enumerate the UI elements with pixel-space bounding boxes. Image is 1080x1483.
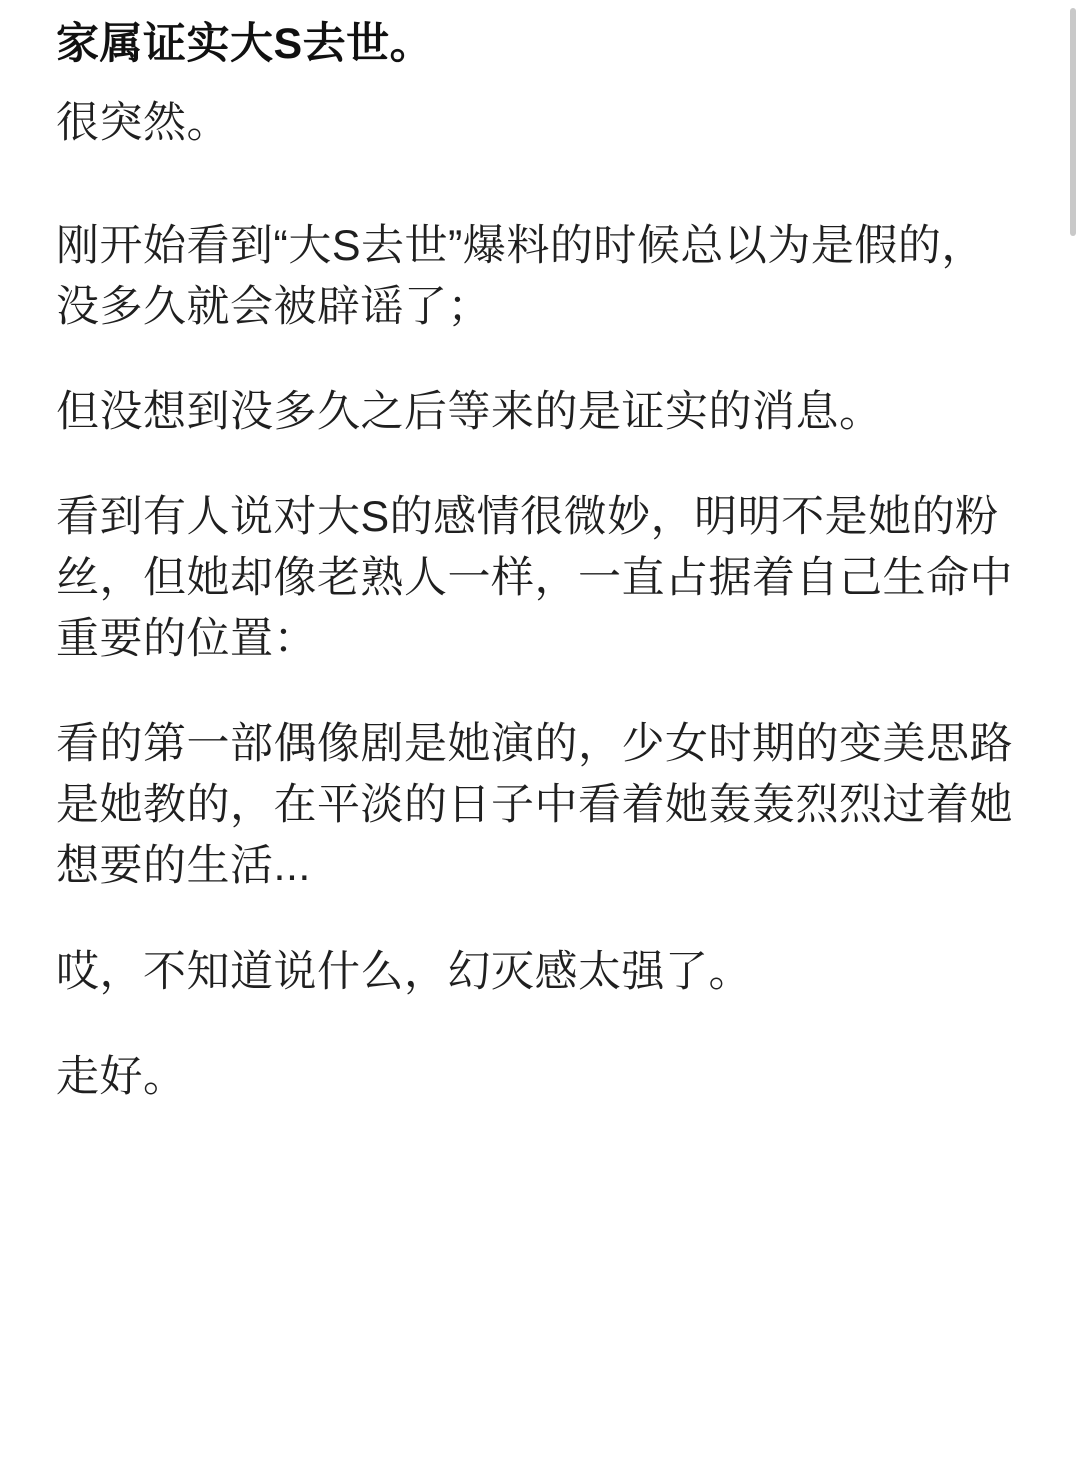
article-paragraph-2: 但没想到没多久之后等来的是证实的消息。 [56,388,883,437]
article-lead-paragraph: 很突然。 [56,99,230,148]
article-paragraph-5: 哎，不知道说什么，幻灭感太强了。 [56,947,752,996]
article-paragraph-6: 走好。 [56,1052,187,1101]
page-title: 家属证实大S去世。 [56,20,434,68]
article-paragraph-1: 刚开始看到“大S去世”爆料的时候总以为是假的，没多久就会被辟谣了； [56,222,985,332]
article-paragraph-4: 看的第一部偶像剧是她演的，少女时期的变美思路是她教的，在平淡的日子中看着她轰轰烈烈过着她想要的生活... [56,720,1013,891]
article-paragraph-3: 看到有人说对大S的感情很微妙，明明不是她的粉丝，但她却像老熟人一样，一直占据着自己生命中重要的位置： [56,493,1013,664]
scrollbar-thumb[interactable] [1070,8,1076,236]
